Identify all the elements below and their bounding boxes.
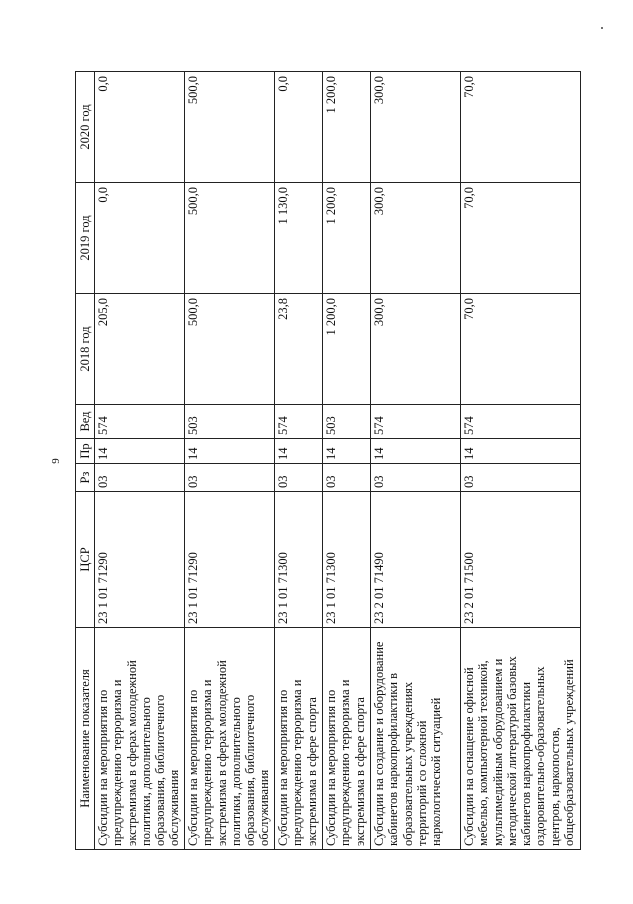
cell-csr: 23 2 01 71500 (461, 492, 581, 628)
rotated-table-wrapper (75, 72, 577, 850)
budget-table (75, 71, 581, 850)
cell-2018: 23,8 (275, 294, 323, 405)
cell-pr: 14 (275, 439, 323, 464)
cell-name: Субсидии на мероприятия по предупреждению терроризма и экстремизма в сфере спорта (275, 628, 323, 850)
budget-table-container (75, 72, 577, 850)
table-row (461, 72, 581, 850)
cell-2019: 1 130,0 (275, 183, 323, 294)
header-ved: Вед (76, 405, 95, 439)
cell-ved: 574 (371, 405, 461, 439)
cell-pr: 14 (461, 439, 581, 464)
cell-2020: 500,0 (185, 72, 275, 183)
cell-rz: 03 (371, 464, 461, 492)
table-row (275, 72, 323, 850)
header-2018: 2018 год (76, 294, 95, 405)
cell-rz: 03 (275, 464, 323, 492)
scan-dot (601, 27, 603, 29)
cell-pr: 14 (95, 439, 185, 464)
header-csr: ЦСР (76, 492, 95, 628)
header-pr: Пр (76, 439, 95, 464)
cell-pr: 14 (323, 439, 371, 464)
cell-csr: 23 1 01 71290 (185, 492, 275, 628)
table-row (95, 72, 185, 850)
cell-name: Субсидии на создание и оборудование кабинетов наркопрофилактики в образовательных учреждениях территорий со сложной наркологической ситуацией (371, 628, 461, 850)
cell-ved: 503 (185, 405, 275, 439)
cell-2020: 1 200,0 (323, 72, 371, 183)
page-number: 9 (49, 458, 62, 464)
cell-rz: 03 (323, 464, 371, 492)
cell-2019: 300,0 (371, 183, 461, 294)
table-row (185, 72, 275, 850)
cell-2018: 300,0 (371, 294, 461, 405)
cell-csr: 23 1 01 71290 (95, 492, 185, 628)
cell-name: Субсидии на мероприятия по предупреждению терроризма и экстремизма в сфере спорта (323, 628, 371, 850)
table-row (323, 72, 371, 850)
cell-name: Субсидии на мероприятия по предупреждению терроризма и экстремизма в сферах молодежной политики, дополнительного образования, библиотечного обслуживания (185, 628, 275, 850)
cell-2020: 0,0 (95, 72, 185, 183)
table-header-row (76, 72, 95, 850)
cell-2019: 0,0 (95, 183, 185, 294)
cell-pr: 14 (371, 439, 461, 464)
cell-2019: 70,0 (461, 183, 581, 294)
cell-ved: 574 (275, 405, 323, 439)
cell-csr: 23 1 01 71300 (323, 492, 371, 628)
cell-2018: 70,0 (461, 294, 581, 405)
cell-2018: 205,0 (95, 294, 185, 405)
cell-csr: 23 2 01 71490 (371, 492, 461, 628)
cell-2020: 0,0 (275, 72, 323, 183)
cell-2018: 1 200,0 (323, 294, 371, 405)
cell-csr: 23 1 01 71300 (275, 492, 323, 628)
header-2020: 2020 год (76, 72, 95, 183)
cell-2019: 500,0 (185, 183, 275, 294)
cell-ved: 574 (461, 405, 581, 439)
cell-ved: 503 (323, 405, 371, 439)
cell-name: Субсидии на мероприятия по предупреждению терроризма и экстремизма в сферах молодежной политики, дополнительного образования, библиотечного обслуживания (95, 628, 185, 850)
cell-2020: 70,0 (461, 72, 581, 183)
header-2019: 2019 год (76, 183, 95, 294)
cell-2019: 1 200,0 (323, 183, 371, 294)
cell-2020: 300,0 (371, 72, 461, 183)
cell-rz: 03 (461, 464, 581, 492)
cell-rz: 03 (185, 464, 275, 492)
cell-ved: 574 (95, 405, 185, 439)
header-rz: Рз (76, 464, 95, 492)
cell-rz: 03 (95, 464, 185, 492)
cell-name: Субсидии на оснащение офисной мебелью, компьютерной техникой, мультимедийным оборудованием и методической литературой базовых кабинетов наркопрофилактики оздоровительно-образовательных центров, наркопостов, общеобразовательных учреждений (461, 628, 581, 850)
cell-pr: 14 (185, 439, 275, 464)
header-name: Наименование показателя (76, 628, 95, 850)
table-row (371, 72, 461, 850)
cell-2018: 500,0 (185, 294, 275, 405)
